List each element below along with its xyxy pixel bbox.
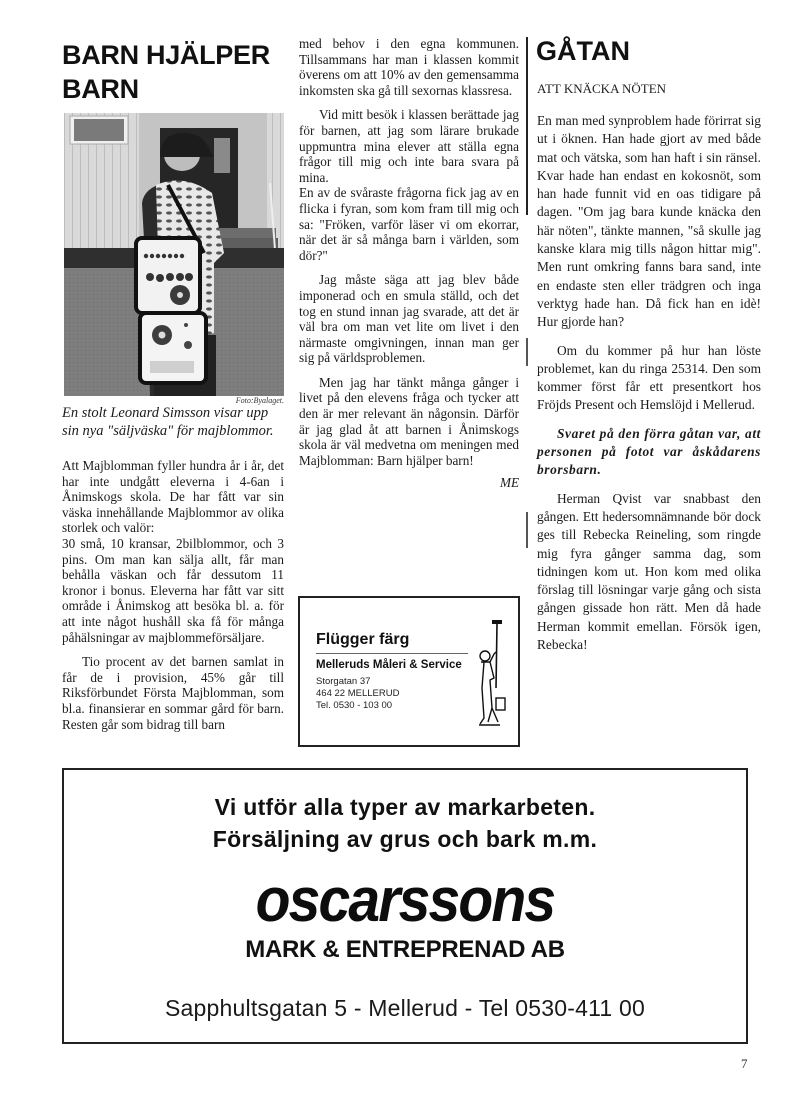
oscarssons-advertisement <box>62 768 748 1044</box>
article-headline <box>62 38 270 106</box>
oscarssons-logo: oscarssons <box>255 866 555 935</box>
riddle-paragraph: Om du kommer på hur han löste problemet, kan du ringa 25314. Den som kommer först får ett presentkort hos Fröjds Present och Hemslöjd i Mellerud. <box>537 342 761 413</box>
riddle-column <box>537 112 761 663</box>
article-headline-line2: BARN <box>62 74 139 104</box>
painter-company: Melleruds Måleri & Service <box>316 659 462 671</box>
page-number: 7 <box>741 1056 748 1071</box>
painter-figure-icon <box>478 618 508 733</box>
riddle-subheading: ATT KNÄCKA NÖTEN <box>537 81 667 96</box>
riddle-paragraph: Herman Qvist var snabbast den gången. Ett hedersomnämnande bör dock ges till Rebecka Reineling, som ringde mig fyra gånger samma dag, som tidningen kom ut. Hon kom med olika förslag till lösningar varje gång och sista gången gissade hon rätt. Men då hade Herman kommit emellan. Försök igen, Rebecka! <box>537 490 761 653</box>
article-signature: ME <box>499 475 519 491</box>
article-paragraph: Vid mitt besök i klassen berättade jag för barnen, att jag som lärare brukade uppmuntra mina elever att ställa egna frågor till mig och inte bara svara på mina. <box>299 107 519 185</box>
article-photo <box>64 113 284 396</box>
boy-with-majblomma-bag-photo <box>64 113 284 396</box>
article-paragraph: Att Majblomman fyller hundra år i år, det har inte undgått eleverna i 4-6an i Ånimskogs skola. De har fått var sin väska innehållande Majblommor av olika storlek och valör: <box>62 458 284 536</box>
article-column-1 <box>62 458 284 741</box>
photo-credit: Foto:Byalaget. <box>235 396 284 405</box>
column-divider <box>526 37 528 215</box>
article-paragraph: Tio procent av det barnen samlat in får de i provision, 45% går till Riksförbundet Första Majblomman, som bl.a. finansierar en sommar gård för barn. Resten går som bidrag till barn <box>62 654 284 732</box>
riddle-headline: GÅTAN <box>536 36 630 66</box>
article-column-2 <box>299 36 519 491</box>
article-paragraph: En av de svåraste frågorna fick jag av en flicka i fyran, som kom fram till mig och sa: "Fröken, varför läser vi om ekorrar, när det är så många barn i världen, som dör?" <box>299 185 519 263</box>
oscarssons-line1: Vi utför alla typer av markarbeten. <box>214 794 596 820</box>
painter-postal: 464 22 MELLERUD <box>316 688 400 699</box>
photo-caption: En stolt Leonard Simsson visar upp sin nya "säljväska" för majblommor. <box>62 405 274 439</box>
article-paragraph: 30 små, 10 kransar, 2bilblommor, och 3 pins. Om man kan sälja allt, får man behålla väskan och får dessutom 11 kronor i bonus. Eleverna har fått var sitt område i Ånimskog att besöka bl. a. för att inte något hushåll ska få för många påhälsningar av majblommeförsäljare. <box>62 535 284 645</box>
oscarssons-tagline: MARK & ENTREPRENAD AB <box>245 936 565 963</box>
painter-street: Storgatan 37 <box>316 676 371 687</box>
column-divider <box>526 338 528 366</box>
painter-advertisement <box>298 596 520 747</box>
riddle-answer: Svaret på den förra gåtan var, att personen på fotot var åskådarens brorsbarn. <box>537 425 761 478</box>
painter-brand: Flügger färg <box>316 631 410 648</box>
painter-brand-underline <box>316 653 468 654</box>
riddle-paragraph: En man med synproblem hade förirrat sig ut i öknen. Han hade gjort av med både mat och vätska, som han haft i sin ränsel. Kvar hade han endast en kokosnöt, som han hade funnit vid en oas tidigare på dagen. "Om jag bara kunde knäcka den här nöten", tänkte mannen, "så skulle jag kanske klara mig tills någon hittar mig". Men runt omkring fanns bara sand, inte en endaste sten eller trädgren och inga verktyg hade han. Då fick han en idè! Hur gjorde han? <box>537 113 761 330</box>
oscarssons-line2: Försäljning av grus och bark m.m. <box>212 826 598 852</box>
painter-phone: Tel. 0530 - 103 00 <box>316 700 393 711</box>
oscarssons-contact: Sapphultsgatan 5 - Mellerud - Tel 0530-411 00 <box>165 995 645 1021</box>
column-divider <box>526 512 528 548</box>
article-paragraph: Jag måste säga att jag blev både imponerad och en smula ställd, och det tog en stund innan jag svarade, att det är väl bra om man vet lite om livet i den närmaste omgivningen, innan man ger sig på världsproblemen. <box>299 272 519 366</box>
article-paragraph: med behov i den egna kommunen. Tillsammans har man i klassen kommit överens om att 10% av den gemensamma inkomsten ska gå till sexornas klassresa. <box>299 36 519 98</box>
article-headline-line1: BARN HJÄLPER <box>62 40 270 70</box>
article-paragraph: Men jag har tänkt många gånger i livet på den elevens fråga och tycker att den är mer relevant än någonsin. Därför är jag glad åt att barnen i Ånimskogs skola är väl medvetna om meningen med Majblomman: Barn hjälper barn! <box>299 374 519 468</box>
